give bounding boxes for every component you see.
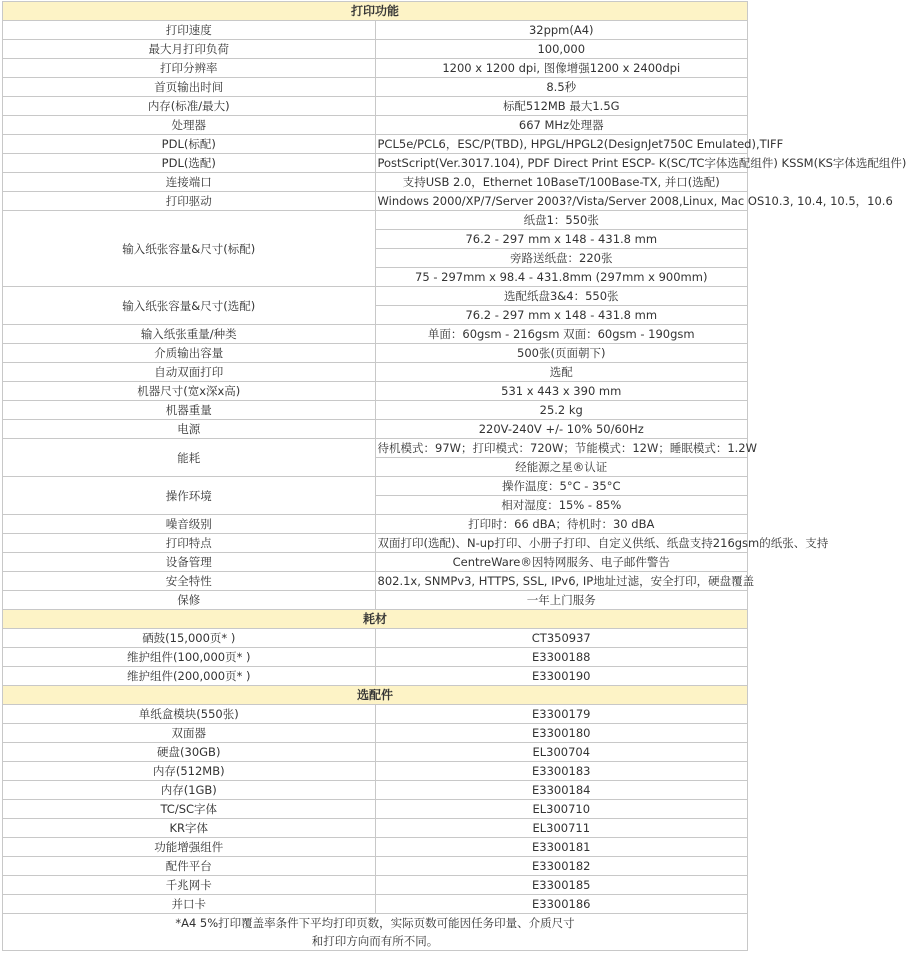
- spec-value: 8.5秒: [375, 78, 748, 97]
- spec-label: 介质输出容量: [3, 344, 376, 363]
- spec-label: 输入纸张容量&尺寸(选配): [3, 287, 376, 325]
- spec-value: 标配512MB 最大1.5G: [375, 97, 748, 116]
- spec-label: 千兆网卡: [3, 876, 376, 895]
- spec-label: 打印分辨率: [3, 59, 376, 78]
- spec-value: E3300184: [375, 781, 748, 800]
- spec-value: 支持USB 2.0，Ethernet 10BaseT/100Base-TX, 并口(选配): [375, 173, 748, 192]
- spec-label: 输入纸张重量/种类: [3, 325, 376, 344]
- spec-row: [3, 135, 748, 154]
- spec-value: 802.1x, SNMPv3, HTTPS, SSL, IPv6, IP地址过滤，安全打印，硬盘覆盖: [375, 572, 748, 591]
- spec-value: E3300182: [375, 857, 748, 876]
- spec-row: [3, 192, 748, 211]
- spec-row: [3, 325, 748, 344]
- section-title: 选配件: [3, 686, 748, 705]
- spec-value: EL300704: [375, 743, 748, 762]
- footnote: [3, 914, 748, 951]
- spec-value: 1200 x 1200 dpi, 图像增强1200 x 2400dpi: [375, 59, 748, 78]
- spec-label: 连接端口: [3, 173, 376, 192]
- spec-row: [3, 363, 748, 382]
- spec-row: [3, 116, 748, 135]
- spec-value: 76.2 - 297 mm x 148 - 431.8 mm: [375, 306, 748, 325]
- spec-row: [3, 629, 748, 648]
- spec-value: 选配: [375, 363, 748, 382]
- spec-row: [3, 667, 748, 686]
- spec-row: [3, 553, 748, 572]
- spec-row: [3, 59, 748, 78]
- spec-value: 500张(页面朝下): [375, 344, 748, 363]
- spec-value: 操作温度：5°C - 35°C: [375, 477, 748, 496]
- spec-label: 设备管理: [3, 553, 376, 572]
- spec-value: 纸盘1：550张: [375, 211, 748, 230]
- spec-row: [3, 420, 748, 439]
- spec-label: 机器尺寸(宽x深x高): [3, 382, 376, 401]
- spec-value: 76.2 - 297 mm x 148 - 431.8 mm: [375, 230, 748, 249]
- spec-value: 100,000: [375, 40, 748, 59]
- spec-value: CT350937: [375, 629, 748, 648]
- spec-value: 220V-240V +/- 10% 50/60Hz: [375, 420, 748, 439]
- spec-label: 打印驱动: [3, 192, 376, 211]
- spec-label: 输入纸张容量&尺寸(标配): [3, 211, 376, 287]
- spec-label: KR字体: [3, 819, 376, 838]
- spec-value: 32ppm(A4): [375, 21, 748, 40]
- spec-value: EL300711: [375, 819, 748, 838]
- spec-value: 一年上门服务: [375, 591, 748, 610]
- spec-row: [3, 211, 748, 230]
- spec-row: [3, 154, 748, 173]
- section-header-row: [3, 610, 748, 629]
- spec-row: [3, 173, 748, 192]
- spec-row: [3, 857, 748, 876]
- spec-label: 打印特点: [3, 534, 376, 553]
- spec-table: [2, 1, 906, 951]
- spec-label: 硬盘(30GB): [3, 743, 376, 762]
- spec-label: 操作环境: [3, 477, 376, 515]
- spec-row: [3, 781, 748, 800]
- spec-value: 相对湿度：15% - 85%: [375, 496, 748, 515]
- spec-value: CentreWare®因特网服务、电子邮件警告: [375, 553, 748, 572]
- spec-value: E3300181: [375, 838, 748, 857]
- spec-row: [3, 876, 748, 895]
- spec-row: [3, 344, 748, 363]
- spec-label: 机器重量: [3, 401, 376, 420]
- spec-value: E3300183: [375, 762, 748, 781]
- spec-value: E3300179: [375, 705, 748, 724]
- spec-row: [3, 572, 748, 591]
- spec-value: 75 - 297mm x 98.4 - 431.8mm (297mm x 900mm): [375, 268, 748, 287]
- spec-row: [3, 382, 748, 401]
- spec-label: 打印速度: [3, 21, 376, 40]
- spec-value: PCL5e/PCL6，ESC/P(TBD), HPGL/HPGL2(DesignJet750C Emulated),TIFF: [375, 135, 748, 154]
- spec-label: 噪音级别: [3, 515, 376, 534]
- footnote-line: *A4 5%打印覆盖率条件下平均打印页数，实际页数可能因任务印量、介质尺寸: [175, 916, 575, 930]
- spec-value: E3300180: [375, 724, 748, 743]
- spec-row: [3, 743, 748, 762]
- spec-row: [3, 819, 748, 838]
- spec-label: 处理器: [3, 116, 376, 135]
- spec-label: 内存(1GB): [3, 781, 376, 800]
- section-header-row: [3, 2, 748, 21]
- footnote-row: [3, 914, 748, 951]
- spec-label: 维护组件(100,000页* ): [3, 648, 376, 667]
- spec-value: 旁路送纸盘：220张: [375, 249, 748, 268]
- spec-label: 维护组件(200,000页* ): [3, 667, 376, 686]
- spec-row: [3, 838, 748, 857]
- spec-row: [3, 78, 748, 97]
- spec-value: 531 x 443 x 390 mm: [375, 382, 748, 401]
- spec-label: 安全特性: [3, 572, 376, 591]
- spec-value: 经能源之星®认证: [375, 458, 748, 477]
- spec-label: 单纸盒模块(550张): [3, 705, 376, 724]
- spec-label: 保修: [3, 591, 376, 610]
- spec-label: 首页输出时间: [3, 78, 376, 97]
- spec-label: 并口卡: [3, 895, 376, 914]
- spec-row: [3, 439, 748, 458]
- spec-value: 单面：60gsm - 216gsm 双面：60gsm - 190gsm: [375, 325, 748, 344]
- section-title: 耗材: [3, 610, 748, 629]
- spec-value: 667 MHz处理器: [375, 116, 748, 135]
- spec-row: [3, 477, 748, 496]
- footnote-line: 和打印方向而有所不同。: [311, 934, 439, 948]
- spec-row: [3, 800, 748, 819]
- spec-row: [3, 724, 748, 743]
- spec-value: 选配纸盘3&4：550张: [375, 287, 748, 306]
- spec-row: [3, 287, 748, 306]
- spec-label: 能耗: [3, 439, 376, 477]
- spec-label: 最大月打印负荷: [3, 40, 376, 59]
- spec-value: EL300710: [375, 800, 748, 819]
- spec-label: 配件平台: [3, 857, 376, 876]
- spec-row: [3, 515, 748, 534]
- spec-value: 25.2 kg: [375, 401, 748, 420]
- spec-table-body: [3, 2, 906, 951]
- section-header-row: [3, 686, 748, 705]
- spec-value: Windows 2000/XP/7/Server 2003?/Vista/Server 2008,Linux, Mac OS10.3, 10.4, 10.5，10.6: [375, 192, 748, 211]
- spec-value: PostScript(Ver.3017.104), PDF Direct Print ESCP- K(SC/TC字体选配组件) KSSM(KS字体选配组件): [375, 154, 748, 173]
- spec-label: PDL(选配): [3, 154, 376, 173]
- spec-row: [3, 591, 748, 610]
- spec-row: [3, 401, 748, 420]
- section-title: 打印功能: [3, 2, 748, 21]
- spec-label: 内存(512MB): [3, 762, 376, 781]
- spec-label: 功能增强组件: [3, 838, 376, 857]
- spec-label: TC/SC字体: [3, 800, 376, 819]
- spec-value: 双面打印(选配)、N-up打印、小册子打印、自定义供纸、纸盘支持216gsm的纸张、支持: [375, 534, 748, 553]
- spec-value: E3300186: [375, 895, 748, 914]
- spec-row: [3, 40, 748, 59]
- spec-row: [3, 97, 748, 116]
- spec-row: [3, 762, 748, 781]
- spec-label: 双面器: [3, 724, 376, 743]
- spec-value: E3300190: [375, 667, 748, 686]
- spec-row: [3, 534, 748, 553]
- spec-label: PDL(标配): [3, 135, 376, 154]
- spec-row: [3, 648, 748, 667]
- spec-row: [3, 895, 748, 914]
- spec-label: 内存(标准/最大): [3, 97, 376, 116]
- spec-value: E3300188: [375, 648, 748, 667]
- spec-value: 打印时：66 dBA；待机时：30 dBA: [375, 515, 748, 534]
- spec-row: [3, 21, 748, 40]
- spec-value: 待机模式：97W；打印模式：720W；节能模式：12W；睡眠模式：1.2W: [375, 439, 748, 458]
- spec-label: 硒鼓(15,000页* ): [3, 629, 376, 648]
- spec-label: 电源: [3, 420, 376, 439]
- spec-row: [3, 705, 748, 724]
- spec-label: 自动双面打印: [3, 363, 376, 382]
- spec-value: E3300185: [375, 876, 748, 895]
